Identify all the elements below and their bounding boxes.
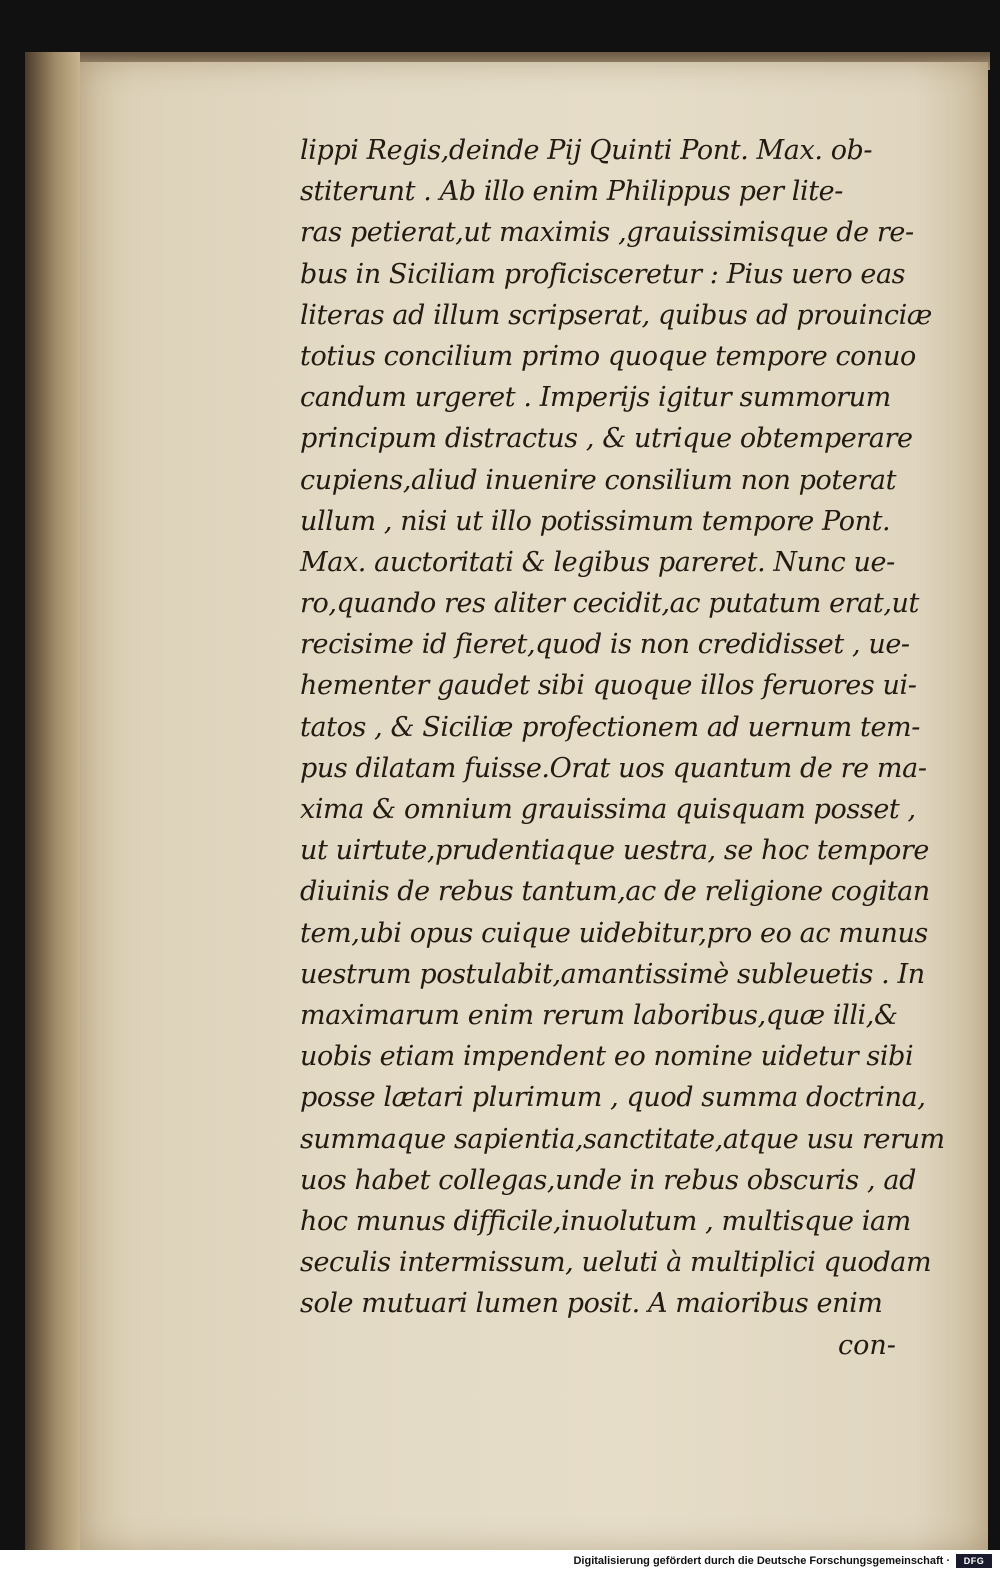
text-line: candum urgeret . Imperijs igitur summorum <box>300 382 891 414</box>
text-line: ullum , nisi ut illo potissimum tempore Pont. <box>300 505 891 537</box>
text-line: totius concilium primo quoque tempore conuo <box>300 340 916 372</box>
text-line: stiterunt . Ab illo enim Philippus per lite- <box>300 176 843 208</box>
text-line: hementer gaudet sibi quoque illos feruores ui- <box>300 670 917 702</box>
text-line: uos habet collegas,unde in rebus obscuris , ad <box>300 1164 916 1196</box>
text-line: ras petierat,ut maximis ,grauissimisque de re- <box>300 217 914 249</box>
text-line: pus dilatam fuisse.Orat uos quantum de re ma- <box>300 752 927 784</box>
text-line: ro,quando res aliter cecidit,ac putatum erat,ut <box>300 588 919 620</box>
text-line: tatos , & Siciliæ profectionem ad uernum tem- <box>300 711 920 743</box>
text-line: seculis intermissum, ueluti à multiplici quodam <box>300 1247 932 1279</box>
text-line: principum distractus , & utrique obtemperare <box>300 423 913 455</box>
text-line: xima & omnium grauissima quisquam posset , <box>300 794 916 825</box>
funding-credit: Digitalisierung gefördert durch die Deutsche Forschungsgemeinschaft · <box>573 1555 950 1567</box>
text-line: diuinis de rebus tantum,ac de religione cogitan <box>300 876 930 908</box>
book-left-edge <box>25 52 80 1552</box>
text-line: tem,ubi opus cuique uidebitur,pro eo ac munus <box>300 917 928 949</box>
text-line: bus in Siciliam proficisceretur : Pius uero eas <box>300 258 906 290</box>
page-text-block <box>300 130 945 1324</box>
text-line: Max. auctoritati & legibus pareret. Nunc ue- <box>300 546 895 578</box>
text-line: cupiens,aliud inuenire consilium non poterat <box>300 464 897 496</box>
text-line: summaque sapientia,sanctitate,atque usu rerum <box>300 1123 945 1155</box>
text-line: uestrum postulabit,amantissimè subleuetis . In <box>300 958 925 990</box>
text-line: sole mutuari lumen posit. A maioribus enim <box>300 1288 883 1320</box>
text-line: posse lætari plurimum , quod summa doctrina, <box>300 1082 926 1114</box>
text-line: maximarum enim rerum laboribus,quæ illi,& <box>300 999 898 1031</box>
dfg-logo: DFG <box>956 1554 992 1568</box>
text-line: ut uirtute,prudentiaque uestra, se hoc tempore <box>300 835 929 867</box>
text-line: lippi Regis,deinde Pij Quinti Pont. Max. ob- <box>300 135 873 166</box>
text-line: recisime id fieret,quod is non credidisset , ue- <box>300 629 910 661</box>
catchword: con- <box>838 1330 896 1361</box>
text-line: hoc munus difficile,inuolutum , multisque iam <box>300 1205 911 1237</box>
text-line: uobis etiam impendent eo nomine uidetur sibi <box>300 1041 914 1073</box>
text-line: literas ad illum scripserat, quibus ad prouinciæ <box>300 299 932 331</box>
